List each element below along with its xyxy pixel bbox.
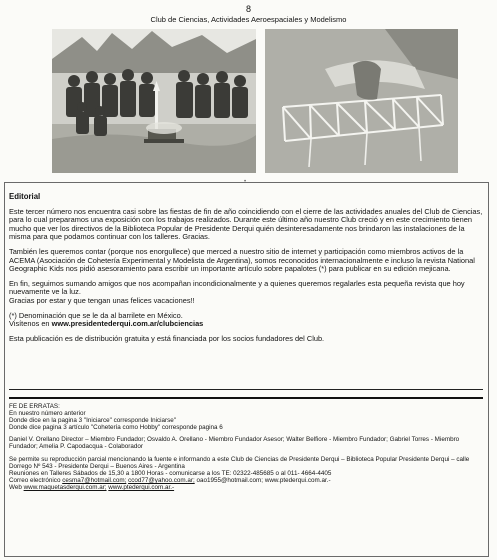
email-link[interactable]: www.ptederqui.com.ar.- [264, 476, 331, 484]
funding-note: Esta publicación es de distribución gratuita y está financiada por los socios fundadores del Club. [9, 333, 325, 343]
editorial-closing: Gracias por estar y que tengan unas felices vacaciones!! [9, 295, 195, 305]
contact-block [9, 456, 487, 491]
meetings-info: Reuniones en Talleres Sábados de 15,30 a 1800 Horas - comunicarse a los TE: 02322-485685 o al 011- 4664-4405 [9, 469, 332, 477]
group-rocket-photo [52, 29, 256, 173]
footnote: (*) Denominación que se le da al barrilete en México. [9, 310, 183, 320]
staff-credits: Daniel V. Orellano Director – Miembro Fundador; Osvaldo A. Orellano - Miembro Fundador Asesor; Walter Belfiore - Miembro Fundador; Gabriel Torres - Miembro Fundador; Amelia P. Capodacqua - Colaborador [9, 436, 460, 451]
errata-line: Donde dice en la pagina 3 "Iniciarce" corresponde Iniciarse" [9, 417, 177, 425]
errata-title: FE DE ERRATAS: [9, 403, 60, 410]
email-link[interactable]: ccod77@yahoo.com.ar; [128, 476, 195, 484]
email-prefix: Correo electrónico [9, 476, 63, 484]
group-with-rocket-launch-photo-icon [52, 29, 256, 173]
editorial-heading: Editorial [9, 192, 41, 201]
errata-line: Donde dice pagina 3 artículo "Cohetería como Hobby" corresponde pagina 6 [9, 424, 223, 432]
club-header: Club de Ciencias, Actividades Aeroespaciales y Modelismo [150, 15, 347, 24]
editorial-paragraph: Este tercer número nos encuentra casi sobre las fiestas de fin de año coincidiendo con el cierre de las actividades anuales del Club de Ciencias, para lo cual preparamos una exposición con los trabajos realizados. Durante este último año nuestro Club creció y en este crecimiento tienen mucho que ver los directivos de la Biblioteca Popular de Presidente Derqui quién desinteresadamente nos brindaron las instalaciones de la misma para que podamos continuar con los talleres. Gracias. [9, 206, 483, 242]
errata-line: En nuestro número anterior [9, 410, 86, 418]
web-prefix: Web [9, 483, 24, 491]
visit-line [9, 320, 483, 329]
visit-prefix: Visítenos en [9, 319, 52, 329]
email-link[interactable]: oao1955@hotmail.com; [196, 476, 264, 484]
email-link[interactable]: cesma7@hotmail.com; [62, 476, 127, 484]
errata-block [9, 403, 487, 431]
reproduction-notice: Se permite su reproducción parcial mencionando la fuente e informando a este Club de Ciencias de Presidente Derqui – Biblioteca Popular Presidente Derqui – calle Dorrego Nº 543 - Presidente Derqui – Buenos Aires - Argentina [9, 455, 470, 470]
editorial-section [9, 193, 483, 349]
footer-section [9, 403, 487, 496]
bullet-dot: • [244, 179, 247, 185]
web-link[interactable]: www.ptederqui.com.ar.- [108, 483, 175, 491]
model-aircraft-photo-icon [265, 29, 458, 173]
page-number: 8 [245, 4, 251, 14]
editorial-paragraph: También les queremos contar (porque nos enorgullece) que merced a nuestro sitio de internet y participación como miembros activos de la ACEMA (Asociación de Cohetería Experimental y Modelista de Argentina), somos reconocidos internacionalmente e incluso la revista National Geographic Kids nos pidió asesoramiento para escribir un importante artículo sobre papalotes (*) para publicar en su edición mejicana. [9, 246, 475, 274]
web-link[interactable]: www.maquetasderqui.com.ar; [23, 483, 107, 491]
editorial-paragraph: En fin, seguimos sumando amigos que nos acompañan incondicionalmente y a quienes queremos regalarles esta pequeña revista que hoy nuevamente ve la luz. [9, 278, 465, 297]
model-aircraft-photo [265, 29, 458, 173]
divider [9, 389, 483, 390]
divider-thick [9, 397, 483, 399]
club-website-link[interactable]: www.presidentederqui.com.ar/clubciencias [51, 319, 204, 329]
